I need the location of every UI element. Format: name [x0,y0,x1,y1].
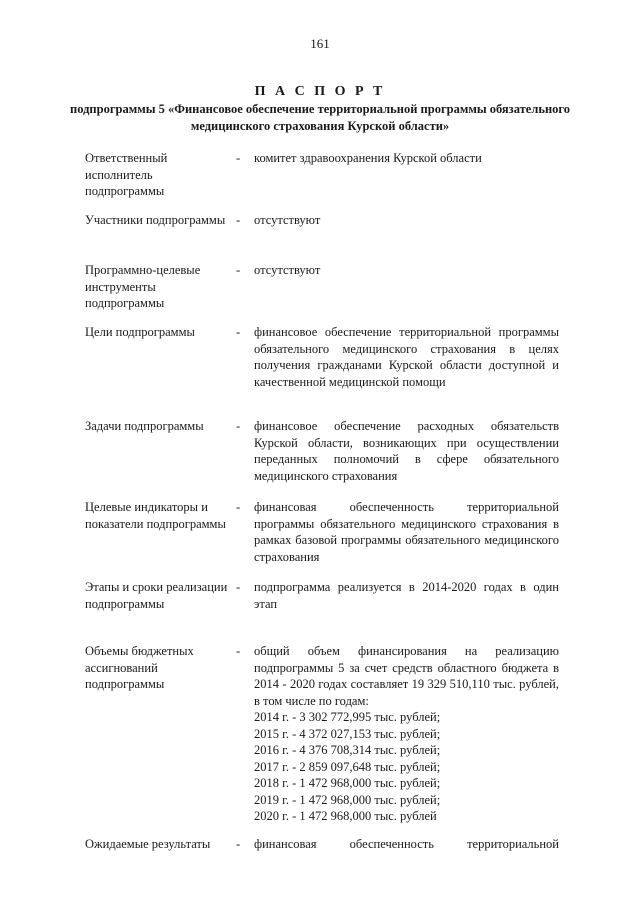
row-value: отсутствуют [254,213,321,227]
row-label: Цели подпрограммы [85,325,195,339]
row-label: Участники подпрограммы [85,213,226,227]
row-label: Целевые индикаторы и показатели подпрограммы [85,500,226,531]
row-dash: - [236,325,241,339]
budget-total-text: общий объем финансирования на реализацию подпрограммы 5 за счет средств областного бюджета в 2014 - 2020 годах составляет 19 329 510,110 тыс. рублей, в том числе по годам: [254,644,559,708]
row-dash: - [236,580,241,594]
row-dash: - [236,644,241,658]
row-value: подпрограмма реализуется в 2014-2020 годах в один этап [254,580,559,611]
row-dash: - [236,837,241,851]
row-dash: - [236,263,241,277]
budget-year-line: 2017 г. - 2 859 097,648 тыс. рублей; [254,759,441,774]
row-value: финансовое обеспечение территориальной программы обязательного медицинского страхования в целях получения гражданами Курской области доступной и качественной медицинской помощи [254,325,559,389]
row-value: отсутствуют [254,263,321,277]
row-dash: - [236,500,241,514]
row-dash: - [236,151,241,165]
budget-year-line: 2015 г. - 4 372 027,153 тыс. рублей; [254,726,441,741]
row-dash: - [236,419,241,433]
row-label: Ответственный исполнитель подпрограммы [85,151,168,198]
row-label: Этапы и сроки реализации подпрограммы [85,580,228,611]
row-label: Ожидаемые результаты [85,837,211,851]
budget-year-line: 2019 г. - 1 472 968,000 тыс. рублей; [254,792,441,807]
row-label: Программно-целевые инструменты подпрограммы [85,263,201,310]
page-number: 161 [310,36,330,51]
row-value: комитет здравоохранения Курской области [254,151,482,165]
row-value: финансовая обеспеченность территориальной [254,837,559,851]
budget-year-line: 2016 г. - 4 376 708,314 тыс. рублей; [254,743,441,757]
row-dash: - [236,213,241,227]
row-value: финансовая обеспеченность территориальной программы обязательного медицинского страхования в рамках базовой программы обязательного медицинского страхования [254,500,559,564]
row-value: финансовое обеспечение расходных обязательств Курской области, возникающих при осуществлении переданных полномочий в сфере обязательного медицинского страхования [254,419,559,483]
budget-year-line: 2018 г. - 1 472 968,000 тыс. рублей; [254,776,441,790]
budget-year-line: 2020 г. - 1 472 968,000 тыс. рублей [254,809,437,823]
document-subtitle: подпрограммы 5 «Финансовое обеспечение территориальной программы обязательного медицинского страхования Курской области» [70,102,571,133]
document-title: П А С П О Р Т [254,84,386,99]
budget-year-line: 2014 г. - 3 302 772,995 тыс. рублей; [254,710,441,724]
row-label: Объемы бюджетных ассигнований подпрограммы [85,644,194,691]
row-value [254,643,559,825]
row-label: Задачи подпрограммы [85,419,204,433]
